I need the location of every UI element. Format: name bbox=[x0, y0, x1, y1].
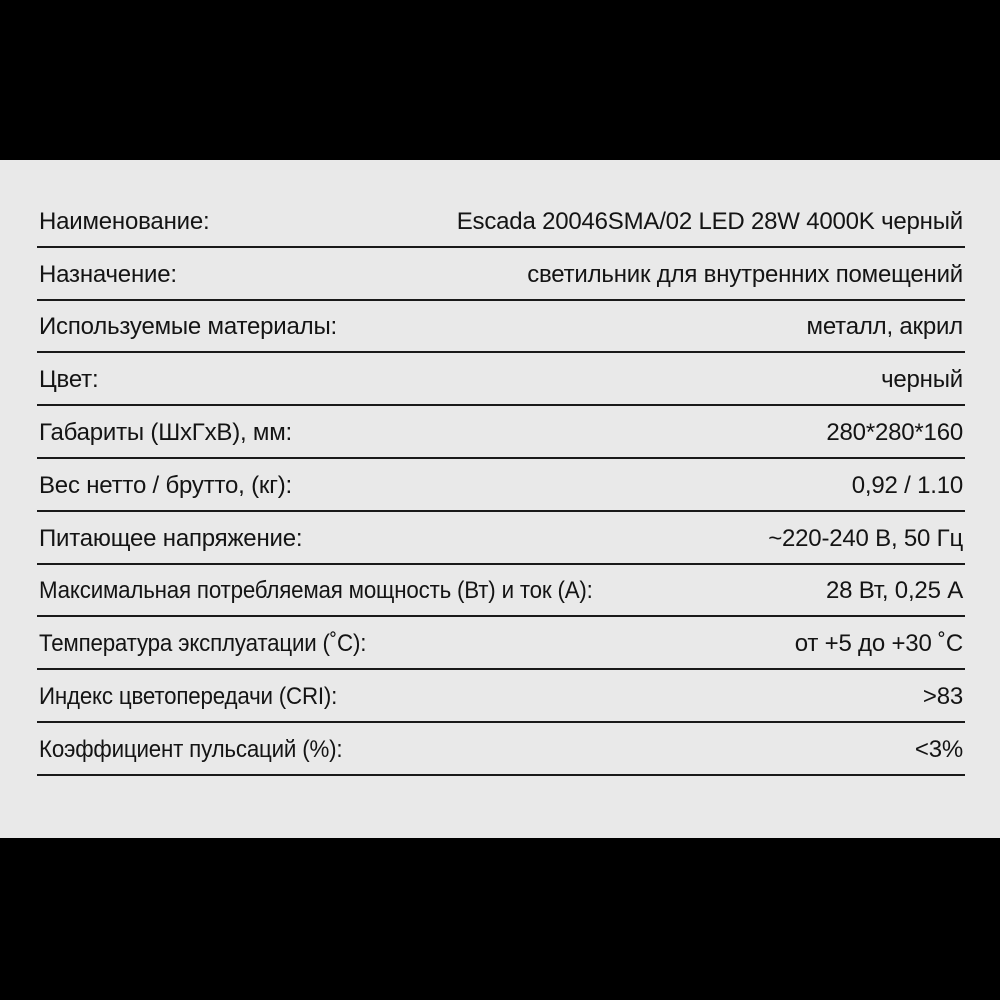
spec-value: 0,92 / 1.10 bbox=[851, 471, 963, 499]
spec-table bbox=[37, 195, 965, 776]
spec-label: Наименование: bbox=[39, 207, 210, 235]
spec-label: Индекс цветопередачи (CRI): bbox=[39, 682, 338, 710]
spec-row-color bbox=[37, 353, 965, 406]
spec-row-weight bbox=[37, 459, 965, 512]
spec-value: черный bbox=[881, 366, 963, 394]
spec-row-dimensions bbox=[37, 406, 965, 459]
spec-label: Максимальная потребляемая мощность (Вт) и ток (А): bbox=[39, 577, 593, 605]
spec-label: Используемые материалы: bbox=[39, 313, 337, 341]
spec-value: металл, акрил bbox=[806, 313, 963, 341]
spec-label: Назначение: bbox=[39, 260, 177, 288]
spec-label: Вес нетто / брутто, (кг): bbox=[39, 471, 293, 499]
spec-row-power bbox=[37, 565, 965, 618]
spec-value: 28 Вт, 0,25 А bbox=[825, 577, 963, 605]
spec-label: Температура эксплуатации (˚С): bbox=[39, 630, 367, 658]
spec-value: >83 bbox=[922, 682, 963, 710]
spec-row-name bbox=[37, 195, 965, 248]
spec-row-voltage bbox=[37, 512, 965, 565]
spec-value: ~220-240 В, 50 Гц bbox=[768, 524, 963, 552]
spec-value: Escada 20046SMA/02 LED 28W 4000K черный bbox=[456, 207, 963, 235]
spec-row-cri bbox=[37, 670, 965, 723]
spec-row-flicker bbox=[37, 723, 965, 776]
spec-label: Коэффициент пульсаций (%): bbox=[39, 735, 343, 763]
spec-value: 280*280*160 bbox=[826, 418, 963, 446]
spec-value: светильник для внутренних помещений bbox=[527, 260, 963, 288]
spec-row-materials bbox=[37, 301, 965, 354]
spec-value: <3% bbox=[914, 735, 963, 763]
spec-row-temperature bbox=[37, 617, 965, 670]
spec-label: Цвет: bbox=[39, 366, 99, 394]
spec-label: Габариты (ШxГxВ), мм: bbox=[39, 418, 292, 446]
spec-value: от +5 до +30 ˚С bbox=[794, 630, 963, 658]
spec-label: Питающее напряжение: bbox=[39, 524, 303, 552]
spec-row-purpose bbox=[37, 248, 965, 301]
